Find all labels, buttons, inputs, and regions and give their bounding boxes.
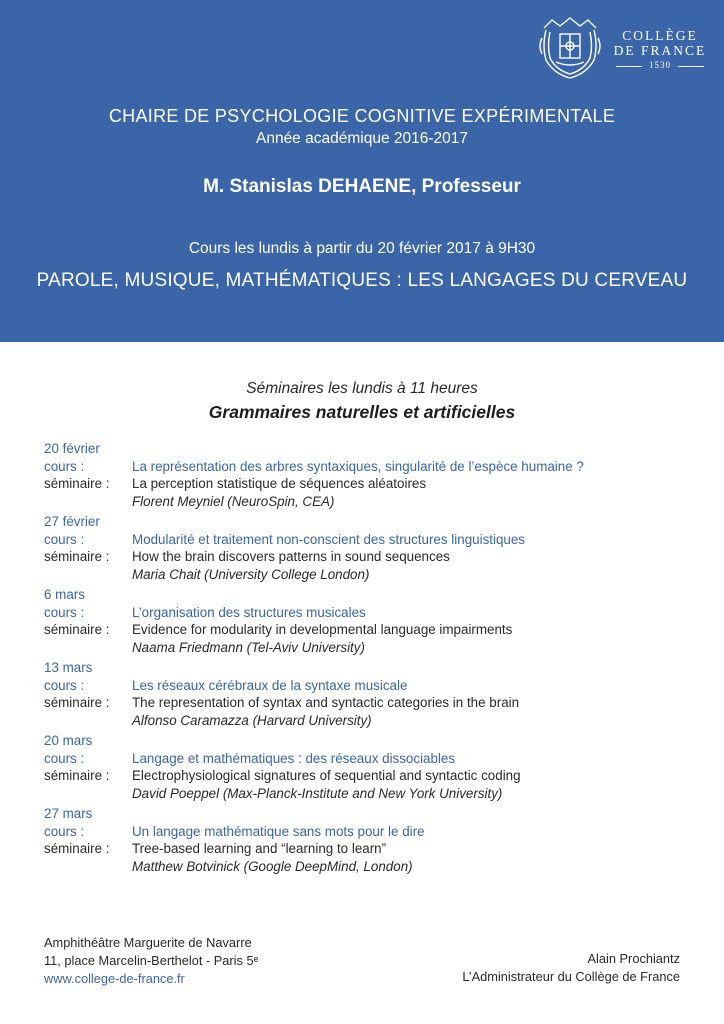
session-date: 13 mars [44, 660, 93, 675]
administrator-block [462, 950, 680, 986]
cours-label: cours : [44, 750, 85, 766]
header-banner [0, 0, 724, 342]
session-date: 6 mars [44, 587, 85, 602]
seminaire-label: séminaire : [44, 695, 110, 710]
session-date: 20 février [44, 441, 100, 456]
course-title: PAROLE, MUSIQUE, MATHÉMATIQUES : LES LANGAGES DU CERVEAU [36, 270, 688, 291]
session-date: 27 février [44, 514, 100, 529]
cours-title: Les réseaux cérébraux de la syntaxe musicale [132, 677, 408, 693]
seminaire-title: How the brain discovers patterns in sound sequences [132, 549, 450, 564]
seminaire-label: séminaire : [44, 768, 110, 783]
speaker: Alfonso Caramazza (Harvard University) [132, 712, 372, 728]
logo-year: 1530 [610, 60, 710, 70]
seminaire-label: séminaire : [44, 841, 110, 856]
session-date: 27 mars [44, 806, 93, 821]
logo-line2: DE FRANCE [613, 43, 707, 58]
session-entry [44, 805, 704, 875]
venue-block [44, 934, 258, 988]
venue-name: Amphithéâtre Marguerite de Navarre [44, 935, 252, 950]
cours-label: cours : [44, 604, 85, 620]
seminar-schedule: Séminaires les lundis à 11 heures [246, 380, 478, 397]
cours-title: Un langage mathématique sans mots pour le dire [132, 823, 425, 839]
seminaire-title: La perception statistique de séquences aléatoires [132, 476, 427, 491]
seminar-title: Grammaires naturelles et artificielles [208, 402, 516, 422]
course-schedule: Cours les lundis à partir du 20 février 2017 à 9H30 [188, 240, 536, 257]
speaker: Naama Friedmann (Tel-Aviv University) [132, 639, 365, 655]
session-entry [44, 659, 704, 729]
session-entry [44, 586, 704, 656]
speaker: Matthew Botvinick (Google DeepMind, London) [132, 858, 413, 874]
seminaire-title: Electrophysiological signatures of sequential and syntactic coding [132, 768, 521, 783]
session-entry [44, 513, 704, 583]
chair-title: CHAIRE DE PSYCHOLOGIE COGNITIVE EXPÉRIMENTALE [108, 106, 616, 126]
session-entry [44, 440, 704, 510]
logo-line1: COLLÈGE [622, 28, 698, 43]
cours-title: L’organisation des structures musicales [132, 604, 366, 620]
cours-label: cours : [44, 677, 85, 693]
cours-label: cours : [44, 823, 85, 839]
logo-text [610, 28, 710, 70]
cours-label: cours : [44, 531, 85, 547]
academic-year: Année académique 2016-2017 [255, 130, 468, 147]
seminaire-title: The representation of syntax and syntactic categories in the brain [132, 695, 520, 710]
speaker: David Poeppel (Max-Planck-Institute and New York University) [132, 785, 503, 801]
session-date: 20 mars [44, 733, 93, 748]
cours-label: cours : [44, 458, 85, 474]
session-list [44, 440, 704, 878]
seminaire-title: Tree-based learning and “learning to learn” [132, 841, 387, 856]
cours-title: Langage et mathématiques : des réseaux dissociables [132, 750, 456, 766]
venue-address: 11, place Marcelin-Berthelot - Paris 5ᵉ [44, 953, 259, 968]
professor-name: M. Stanislas DEHAENE, Professeur [203, 176, 521, 197]
administrator-name: Alain Prochiantz [587, 951, 680, 966]
seminaire-label: séminaire : [44, 622, 110, 637]
seminaire-label: séminaire : [44, 549, 110, 564]
cours-title: Modularité et traitement non-conscient des structures linguistiques [132, 531, 525, 547]
speaker: Florent Meyniel (NeuroSpin, CEA) [132, 493, 335, 509]
seminaire-title: Evidence for modularity in developmental language impairments [132, 622, 513, 637]
cours-title: La représentation des arbres syntaxiques, singularité de l’espèce humaine ? [132, 458, 584, 474]
session-entry [44, 732, 704, 802]
administrator-title: L’Administrateur du Collège de France [462, 969, 680, 984]
crest-icon [536, 16, 604, 82]
speaker: Maria Chait (University College London) [132, 566, 370, 582]
website-link[interactable]: www.college-de-france.fr [44, 971, 185, 986]
college-de-france-logo [536, 16, 712, 82]
seminaire-label: séminaire : [44, 476, 110, 491]
